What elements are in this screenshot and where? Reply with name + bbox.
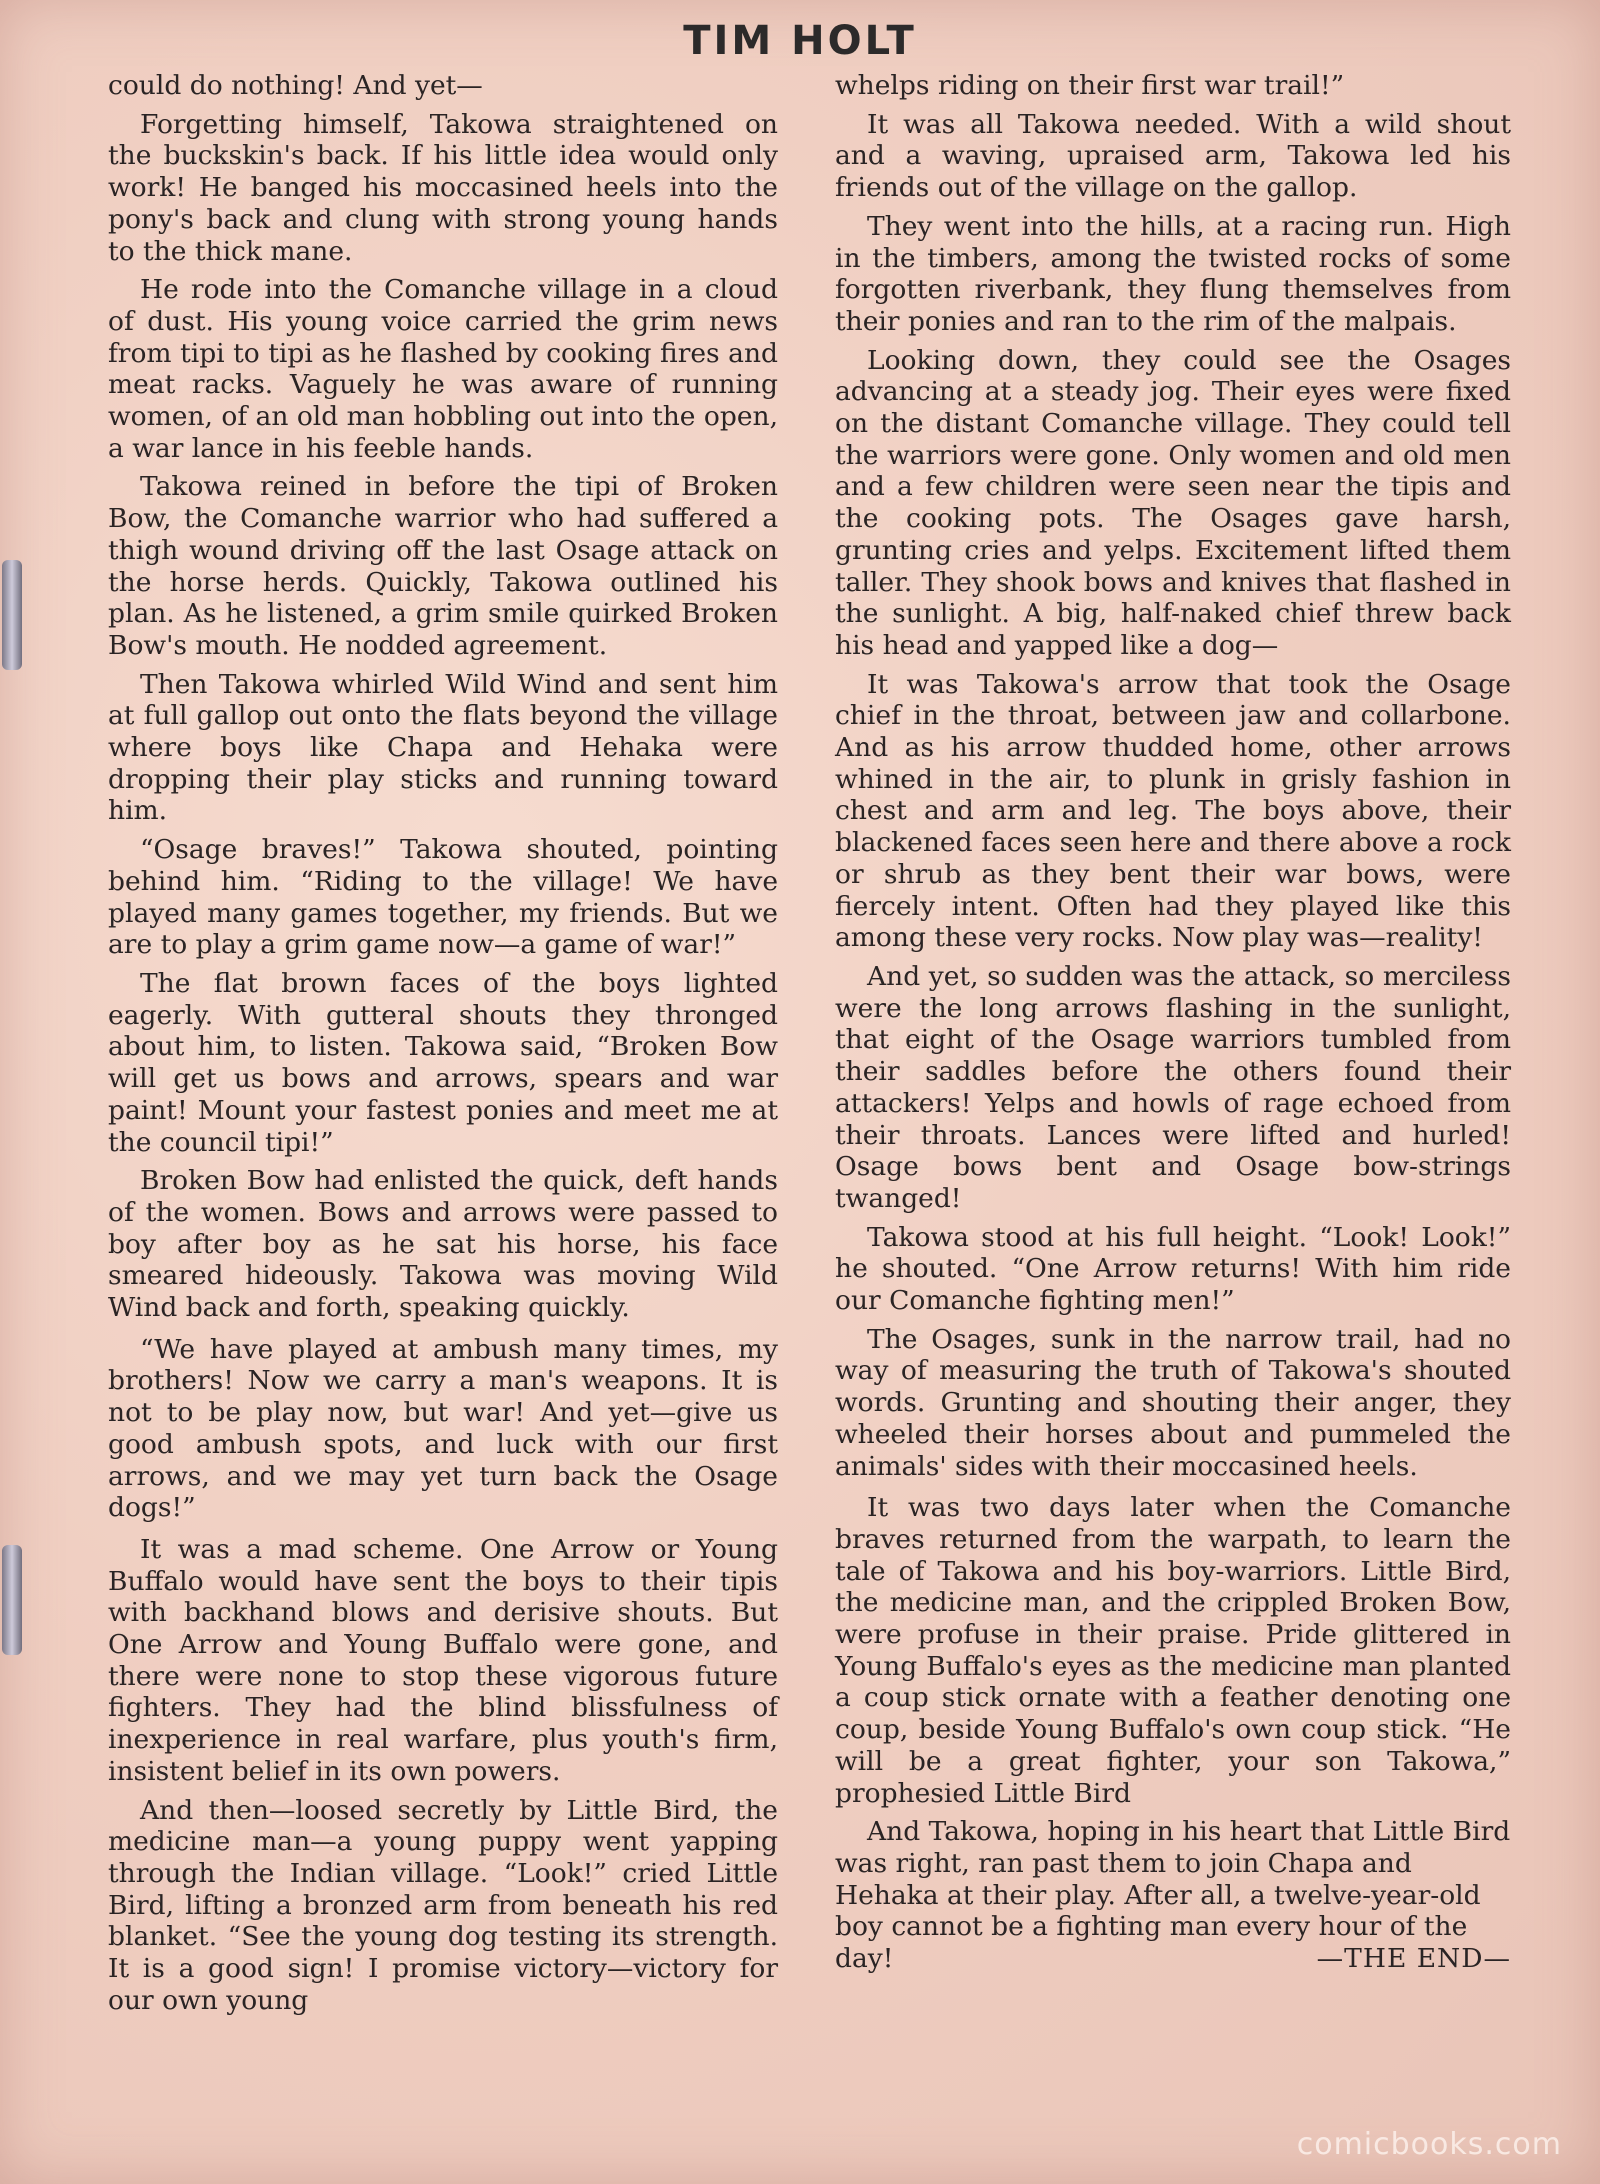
staple-top bbox=[2, 560, 22, 670]
paragraph: He rode into the Comanche village in a cloud of dust. His young voice carried the grim news from tipi to tipi as he flashed by cooking fires and meat racks. Vaguely he was aware of running women, of an old man hobbling out into the open, a war lance in his feeble hands. bbox=[108, 274, 779, 464]
paragraph: They went into the hills, at a racing run. High in the timbers, among the twisted rocks of some forgotten riverbank, they flung themselves from their ponies and ran to the rim of the malpais. bbox=[835, 210, 1511, 337]
paragraph: “Osage braves!” Takowa shouted, pointing behind him. “Riding to the village! We have played many games together, my friends. But we are to play a grim game now—a game of war!” bbox=[108, 834, 778, 961]
paragraph: Forgetting himself, Takowa straightened on the buckskin's back. If his little idea would only work! He banged his moccasined heels into the pony's back and clung with strong young hands to the thick mane. bbox=[108, 108, 778, 267]
paragraph: could do nothing! And yet— bbox=[108, 70, 483, 101]
paragraph: Then Takowa whirled Wild Wind and sent him at full gallop out onto the flats beyond the village where boys like Chapa and Hehaka were dropping their play sticks and running toward him. bbox=[108, 668, 778, 827]
paragraph: And yet, so sudden was the attack, so merciless were the long arrows flashing in the sunlight, that eight of the Osage warriors tumbled from their saddles before the others found their attackers! Yelps and howls of rage echoed from their throats. Lances were lifted and hurled! Osage bows bent and Osage bow-strings twanged! bbox=[835, 960, 1511, 1214]
paragraph: whelps riding on their first war trail!” bbox=[835, 70, 1345, 101]
paragraph: The Osages, sunk in the narrow trail, had no way of measuring the truth of Takowa's shouted words. Grunting and shouting their anger, they wheeled their horses about and pummeled the animals' sides with their moccasined heels. bbox=[835, 1323, 1511, 1482]
paragraph: The flat brown faces of the boys lighted eagerly. With gutteral shouts they thronged about him, to listen. Takowa said, “Broken Bow will get us bows and arrows, spears and war paint! Mount your fastest ponies and meet me at the council tipi!” bbox=[108, 967, 778, 1158]
paragraph: And then—loosed secretly by Little Bird, the medicine man—a young puppy went yapping through the Indian village. “Look!” cried Little Bird, lifting a bronzed arm from beneath his red blanket. “See the young dog testing its strength. It is a good sign! I promise victory—victory for our own young bbox=[108, 1794, 778, 2016]
paragraph: Broken Bow had enlisted the quick, deft hands of the women. Bows and arrows were passed to boy after boy as he sat his horse, his face smeared hideously. Takowa was moving Wild Wind back and forth, speaking quickly. bbox=[108, 1165, 778, 1324]
final-paragraph bbox=[835, 1816, 1511, 1975]
page-title: TIM HOLT bbox=[683, 18, 917, 64]
paragraph: It was two days later when the Comanche braves returned from the warpath, to learn the tale of Takowa and his boy-warriors. Little Bird, the medicine man, and the crippled Broken Bow, were profuse in their praise. Pride glittered in Young Buffalo's eyes as the medicine man planted a coup stick ornate with a feather denoting one coup, beside Young Buffalo's own coup stick. “He will be a great fighter, your son Takowa,” prophesied Little Bird bbox=[835, 1492, 1511, 1809]
watermark: comicbooks.com bbox=[1296, 2127, 1562, 2162]
paragraph: It was a mad scheme. One Arrow or Young Buffalo would have sent the boys to their tipis with backhand blows and derisive shouts. But One Arrow and Young Buffalo were gone, and there were none to stop these vigorous future fighters. They had the blind blissfulness of inexperience in real warfare, plus youth's firm, insistent belief in its own powers. bbox=[108, 1533, 778, 1787]
paragraph: “We have played at ambush many times, my brothers! Now we carry a man's weapons. It is not to be play now, but war! And yet—give us good ambush spots, and luck with our first arrows, and we may yet turn back the Osage dogs!” bbox=[108, 1333, 778, 1524]
staple-bottom bbox=[2, 1545, 22, 1655]
paragraph: It was all Takowa needed. With a wild shout and a waving, upraised arm, Takowa led his friends out of the village on the gallop. bbox=[835, 108, 1511, 204]
paragraph: Looking down, they could see the Osages advancing at a steady jog. Their eyes were fixed on the distant Comanche village. They could tell the warriors were gone. Only women and old men and a few children were seen near the tipis and the cooking pots. The Osages gave harsh, grunting cries and yelps. Excitement lifted them taller. They shook bows and knives that flashed in the sunlight. A big, half-naked chief threw back his head and yapped like a dog— bbox=[835, 344, 1511, 661]
paragraph: Takowa stood at his full height. “Look! Look!” he shouted. “One Arrow returns! With him ride our Comanche fighting men!” bbox=[835, 1221, 1511, 1317]
right-column bbox=[835, 70, 1511, 1982]
paragraph: It was Takowa's arrow that took the Osage chief in the throat, between jaw and collarbone. And as his arrow thudded home, other arrows whined in the air, to plunk in grisly fashion in chest and arm and leg. The boys above, their blackened faces seen here and there above a rock or shrub as they bent their war bows, were fiercely intent. Often had they played like this among these very rocks. Now play was—reality! bbox=[835, 668, 1511, 954]
the-end-marker: —THE END— bbox=[1316, 1943, 1511, 1975]
left-column bbox=[108, 70, 778, 2023]
paragraph-text: And Takowa, hoping in his heart that Little Bird was right, ran past them to join Chapa and Hehaka at their play. After all, a twelve-year-old boy cannot be a fighting man every hour of the day! bbox=[835, 1816, 1511, 1975]
paragraph: Takowa reined in before the tipi of Broken Bow, the Comanche warrior who had suffered a thigh wound driving off the last Osage attack on the horse herds. Quickly, Takowa outlined his plan. As he listened, a grim smile quirked Broken Bow's mouth. He nodded agreement. bbox=[108, 471, 778, 661]
